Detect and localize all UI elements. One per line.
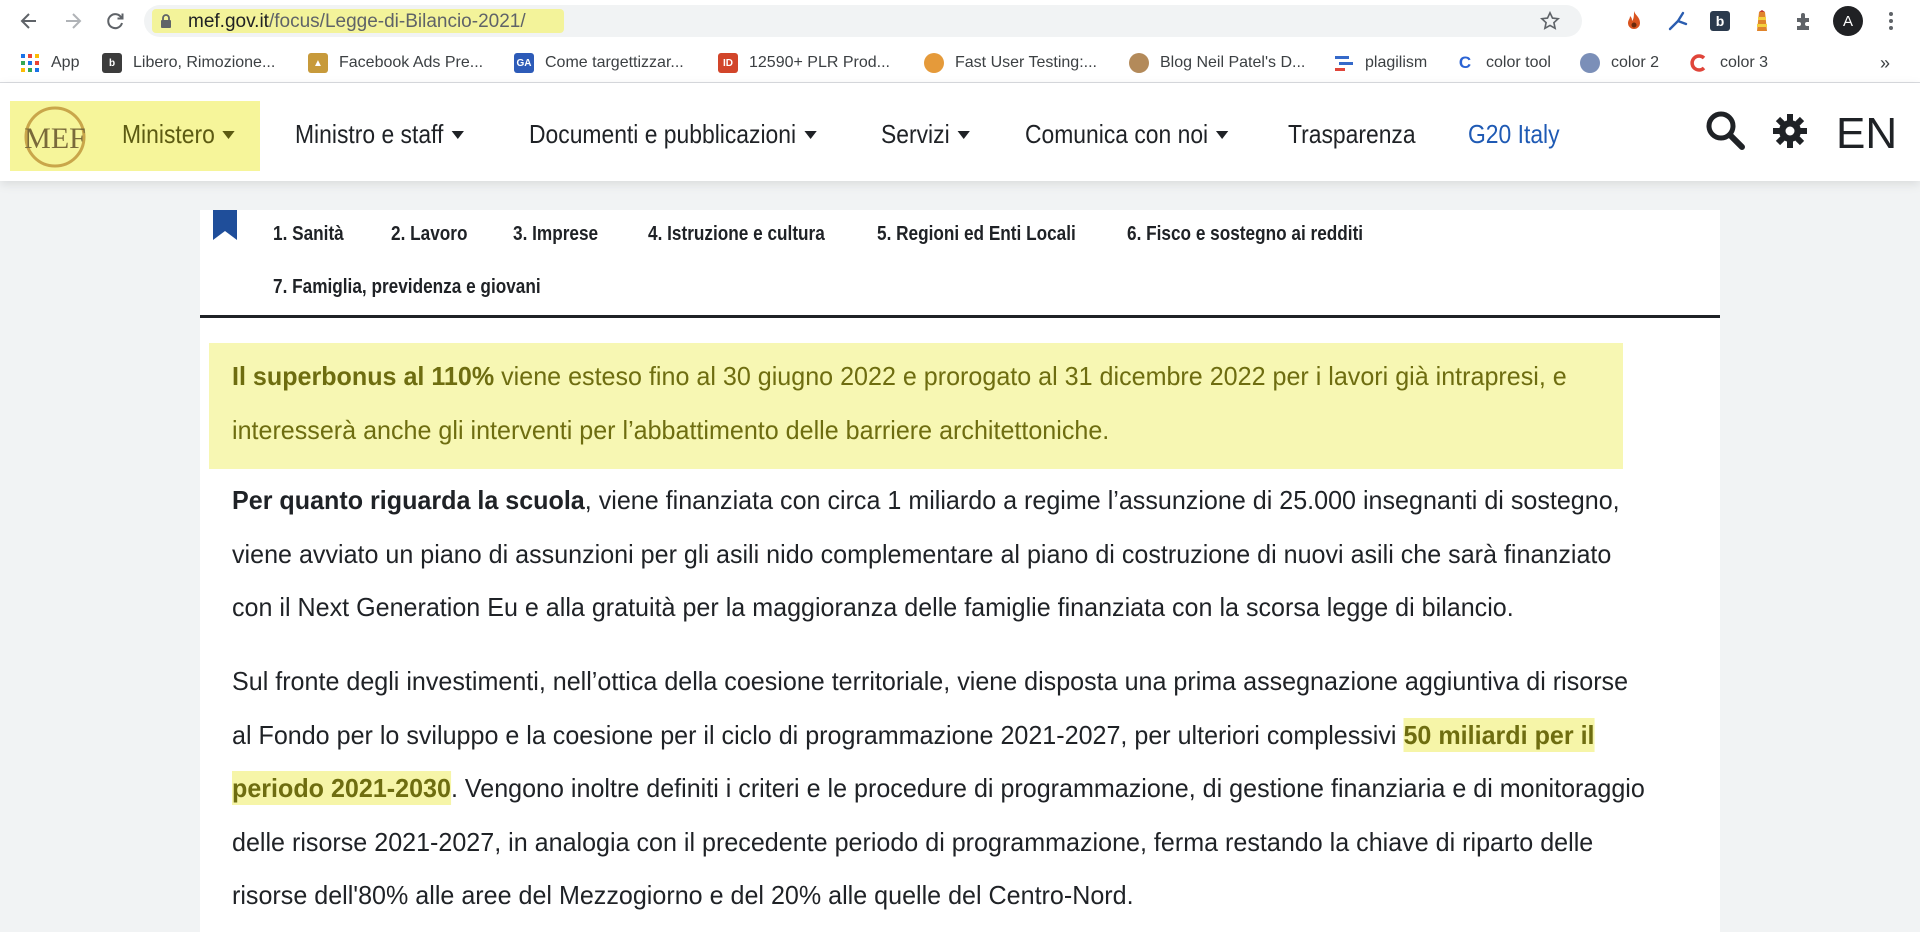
- profile-avatar[interactable]: [1833, 6, 1863, 36]
- address-bar[interactable]: [144, 5, 1582, 37]
- language-switch[interactable]: EN: [1836, 109, 1898, 158]
- browser-menu-icon[interactable]: [1878, 8, 1904, 34]
- neil-patel-icon: [1129, 53, 1149, 73]
- bookmark-label: Come targettizzar...: [545, 54, 684, 71]
- bookmark-label: Libero, Rimozione...: [133, 54, 276, 71]
- back-arrow-icon: [18, 10, 40, 32]
- menu-label: Documenti e pubblicazioni: [529, 119, 797, 149]
- svg-text:b: b: [1715, 13, 1725, 29]
- bookmark-plagilism[interactable]: [1334, 52, 1427, 74]
- section-divider: [200, 315, 1720, 318]
- gear-icon[interactable]: [1772, 113, 1808, 149]
- reload-icon: [104, 10, 126, 32]
- bookmark-label: Blog Neil Patel's D...: [1160, 54, 1306, 71]
- mef-logo-icon[interactable]: [20, 104, 90, 170]
- menu-label: Comunica con noi: [1025, 119, 1209, 149]
- bookmark-star-icon[interactable]: [1540, 11, 1560, 31]
- caret-down-icon: [451, 131, 463, 139]
- browser-toolbar: [0, 0, 1920, 42]
- menu-trasparenza[interactable]: [1288, 119, 1416, 150]
- lines-icon: [1334, 53, 1354, 73]
- color-c-icon: [1689, 53, 1709, 73]
- bookmark-plr-products[interactable]: [718, 52, 890, 74]
- section-link-istruzione[interactable]: 4. Istruzione e cultura: [648, 223, 825, 245]
- ga-icon: GA: [514, 53, 534, 73]
- section-link-lavoro[interactable]: 2. Lavoro: [391, 223, 468, 245]
- menu-ministro-e-staff[interactable]: [295, 119, 464, 150]
- search-icon[interactable]: [1704, 109, 1746, 151]
- caret-down-icon: [1216, 131, 1228, 139]
- forward-arrow-icon: [62, 10, 84, 32]
- bookmark-label: plagilism: [1365, 54, 1428, 71]
- paragraph-scuola: [232, 474, 1651, 635]
- bookmark-label: Facebook Ads Pre...: [339, 54, 484, 71]
- menu-servizi[interactable]: [881, 119, 970, 150]
- bookmark-neil-patel[interactable]: [1129, 52, 1305, 74]
- extension-lighthouse-icon[interactable]: [1749, 8, 1775, 34]
- bookmark-color-3[interactable]: [1689, 52, 1768, 74]
- bookmark-color-tool[interactable]: [1455, 52, 1551, 74]
- section-link-famiglia[interactable]: 7. Famiglia, previdenza e giovani: [273, 276, 541, 298]
- profile-initial: A: [1842, 12, 1853, 30]
- caret-down-icon: [223, 131, 235, 139]
- bookmark-label: color tool: [1486, 54, 1551, 71]
- caret-down-icon: [804, 131, 816, 139]
- bookmark-app[interactable]: [20, 52, 79, 74]
- bookmark-come-targettizzare[interactable]: [514, 52, 684, 74]
- bookmark-label: App: [51, 54, 80, 71]
- menu-label: G20 Italy: [1468, 119, 1560, 149]
- bookmark-color-2[interactable]: [1580, 52, 1659, 74]
- bookmark-label: color 2: [1611, 54, 1660, 71]
- bookmark-label: Fast User Testing:...: [955, 54, 1097, 71]
- scuola-text: , viene finanziata con circa 1 miliardo a regime l’assunzione di 25.000 insegnanti di sostegno, viene avviato un piano di assunzioni per gli asili nido complementare al piano di costruzione di nuovi asili che sarà finanziato con il Next Generation Eu e alla gratuità per la maggioranza delle famiglie finanziata con la scorsa legge di bilancio.: [232, 485, 1620, 622]
- superbonus-bold: Il superbonus al 110%: [232, 361, 495, 391]
- fb-ads-icon: ▲: [308, 53, 328, 73]
- extension-tool-icon[interactable]: [1665, 8, 1691, 34]
- menu-ministero[interactable]: [122, 119, 235, 150]
- bookmark-label: color 3: [1720, 54, 1769, 71]
- lock-icon: [160, 14, 172, 29]
- url-text: [188, 11, 526, 33]
- menu-documenti-e-pubblicazioni[interactable]: [529, 119, 816, 150]
- superbonus-text: viene esteso fino al 30 giugno 2022 e prorogato al 31 dicembre 2022 per i lavori già intrapresi, e interesserà anche gli interventi per l’abbattimento delle barriere architettoniche.: [232, 361, 1567, 445]
- url-path: /focus/Legge-di-Bilancio-2021/: [268, 11, 526, 32]
- forward-button[interactable]: [58, 6, 88, 36]
- menu-g20-italy[interactable]: [1468, 119, 1560, 150]
- extension-b-icon[interactable]: [1707, 8, 1733, 34]
- bookmark-ribbon-icon: [213, 210, 237, 240]
- c-letter-icon: C: [1458, 53, 1472, 72]
- url-host: mef.gov.it: [188, 11, 269, 32]
- logo-text: MEF: [24, 122, 86, 155]
- reload-button[interactable]: [100, 6, 130, 36]
- color-sphere-icon: [1580, 53, 1600, 73]
- bookmark-label: 12590+ PLR Prod...: [749, 54, 890, 71]
- section-link-regioni[interactable]: 5. Regioni ed Enti Locali: [877, 223, 1076, 245]
- scuola-bold: Per quanto riguarda la scuola: [232, 485, 585, 515]
- bookmark-libero[interactable]: [102, 52, 275, 74]
- investimenti-text-start: Sul fronte degli investimenti, nell’ottica della coesione territoriale, viene disposta una prima assegnazione aggiuntiva di risorse al Fondo per lo sviluppo e la coesione per il ciclo di programmazione 2021-2027, per ulteriori complessivi: [232, 666, 1629, 750]
- bookmarks-bar: [0, 42, 1920, 83]
- menu-label: Ministero: [122, 119, 215, 149]
- menu-label: Ministro e staff: [295, 119, 444, 149]
- section-link-fisco[interactable]: 6. Fisco e sostegno ai redditi: [1127, 223, 1364, 245]
- back-button[interactable]: [14, 6, 44, 36]
- bookmark-facebook-ads[interactable]: [308, 52, 483, 74]
- site-header: [0, 83, 1920, 181]
- section-link-sanita[interactable]: 1. Sanità: [273, 223, 344, 245]
- content-card: [200, 210, 1720, 932]
- section-link-imprese[interactable]: 3. Imprese: [513, 223, 599, 245]
- more-glyph: »: [1880, 52, 1891, 73]
- menu-label: Servizi: [881, 119, 950, 149]
- caret-down-icon: [958, 131, 970, 139]
- apps-grid-icon: [20, 53, 40, 73]
- menu-comunica-con-noi[interactable]: [1025, 119, 1228, 150]
- extensions-puzzle-icon[interactable]: [1791, 8, 1817, 34]
- libero-icon: b: [102, 53, 122, 73]
- paragraph-investimenti: [232, 655, 1651, 923]
- extension-fire-icon[interactable]: [1621, 8, 1647, 34]
- menu-label: Trasparenza: [1288, 119, 1416, 149]
- bookmarks-overflow-button[interactable]: [1880, 52, 1890, 74]
- id-icon: ID: [718, 53, 738, 73]
- investimenti-text-rest: . Vengono inoltre definiti i criteri e le procedure di programmazione, di gestione finanziaria e di monitoraggio delle risorse 2021-2027, in analogia con il precedente periodo di programmazione, ferma restando la chiave di riparto delle risorse dell'80% alle aree del Mezzogiorno e del 20% alle quelle del Centro-Nord.: [232, 773, 1645, 910]
- investimenti-bold-highlight: 50 miliardi per il periodo 2021-2030: [232, 719, 1595, 803]
- usertesting-icon: [924, 53, 944, 73]
- bookmark-fast-user-testing[interactable]: [924, 52, 1097, 74]
- paragraph-superbonus: [232, 350, 1602, 457]
